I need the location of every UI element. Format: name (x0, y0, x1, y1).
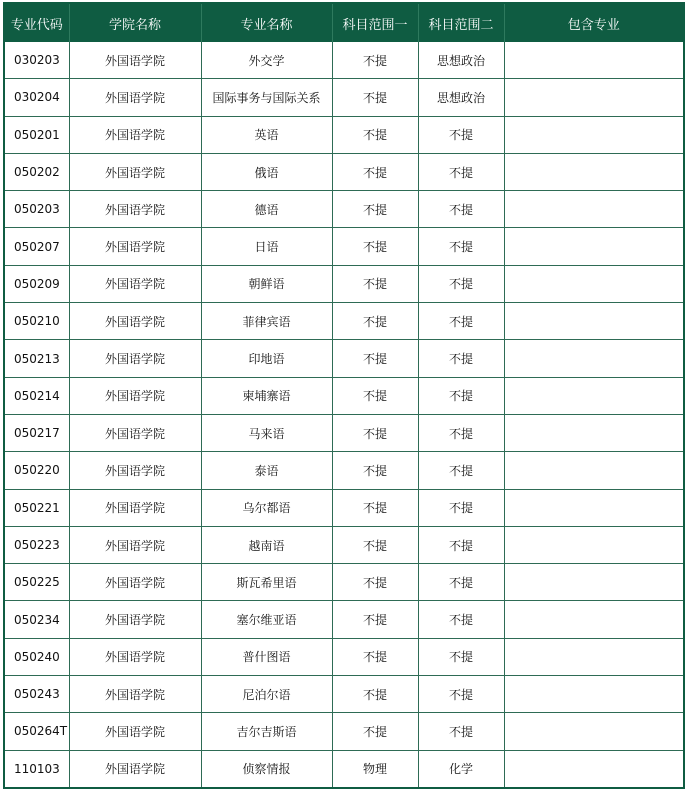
cell-subject-range-2: 不提 (418, 414, 504, 451)
cell-subject-range-1: 不提 (332, 265, 418, 302)
cell-major-code: 050213 (5, 340, 69, 377)
cell-college-name: 外国语学院 (69, 489, 201, 526)
cell-included-majors (504, 676, 683, 713)
header-subject-range-1: 科目范围一 (332, 4, 418, 42)
cell-major-name: 柬埔寨语 (201, 377, 332, 414)
cell-college-name: 外国语学院 (69, 303, 201, 340)
cell-included-majors (504, 377, 683, 414)
header-major-code: 专业代码 (5, 4, 69, 42)
cell-major-code: 050220 (5, 452, 69, 489)
cell-college-name: 外国语学院 (69, 191, 201, 228)
cell-subject-range-2: 思想政治 (418, 79, 504, 116)
cell-included-majors (504, 79, 683, 116)
header-college-name: 学院名称 (69, 4, 201, 42)
cell-major-name: 斯瓦希里语 (201, 564, 332, 601)
cell-major-name: 国际事务与国际关系 (201, 79, 332, 116)
cell-college-name: 外国语学院 (69, 676, 201, 713)
cell-college-name: 外国语学院 (69, 414, 201, 451)
table-row (5, 377, 683, 414)
cell-included-majors (504, 153, 683, 190)
cell-subject-range-1: 不提 (332, 303, 418, 340)
cell-subject-range-1: 不提 (332, 526, 418, 563)
cell-major-code: 050217 (5, 414, 69, 451)
cell-college-name: 外国语学院 (69, 526, 201, 563)
cell-major-name: 泰语 (201, 452, 332, 489)
cell-major-code: 110103 (5, 750, 69, 787)
cell-subject-range-2: 不提 (418, 153, 504, 190)
cell-major-name: 侦察情报 (201, 750, 332, 787)
table-row (5, 153, 683, 190)
cell-college-name: 外国语学院 (69, 452, 201, 489)
cell-major-code: 050234 (5, 601, 69, 638)
cell-included-majors (504, 526, 683, 563)
cell-major-name: 德语 (201, 191, 332, 228)
cell-subject-range-1: 不提 (332, 638, 418, 675)
cell-subject-range-2: 不提 (418, 526, 504, 563)
header-subject-range-2: 科目范围二 (418, 4, 504, 42)
cell-subject-range-2: 不提 (418, 228, 504, 265)
cell-major-name: 印地语 (201, 340, 332, 377)
cell-included-majors (504, 228, 683, 265)
cell-subject-range-2: 不提 (418, 638, 504, 675)
cell-college-name: 外国语学院 (69, 377, 201, 414)
cell-subject-range-1: 物理 (332, 750, 418, 787)
cell-college-name: 外国语学院 (69, 42, 201, 79)
cell-subject-range-1: 不提 (332, 79, 418, 116)
cell-subject-range-1: 不提 (332, 377, 418, 414)
cell-subject-range-1: 不提 (332, 228, 418, 265)
cell-major-code: 050240 (5, 638, 69, 675)
cell-major-name: 塞尔维亚语 (201, 601, 332, 638)
cell-major-code: 050225 (5, 564, 69, 601)
table-row (5, 638, 683, 675)
cell-major-name: 乌尔都语 (201, 489, 332, 526)
cell-major-name: 尼泊尔语 (201, 676, 332, 713)
cell-included-majors (504, 303, 683, 340)
cell-major-name: 越南语 (201, 526, 332, 563)
cell-subject-range-2: 化学 (418, 750, 504, 787)
cell-subject-range-2: 不提 (418, 191, 504, 228)
cell-subject-range-2: 不提 (418, 601, 504, 638)
table-row (5, 713, 683, 750)
cell-included-majors (504, 42, 683, 79)
cell-included-majors (504, 489, 683, 526)
cell-subject-range-1: 不提 (332, 153, 418, 190)
cell-included-majors (504, 713, 683, 750)
table-row (5, 750, 683, 787)
cell-college-name: 外国语学院 (69, 713, 201, 750)
table-row (5, 564, 683, 601)
cell-included-majors (504, 191, 683, 228)
cell-subject-range-1: 不提 (332, 564, 418, 601)
cell-subject-range-1: 不提 (332, 414, 418, 451)
header-included-majors: 包含专业 (504, 4, 683, 42)
cell-major-name: 吉尔吉斯语 (201, 713, 332, 750)
table-body (5, 42, 683, 787)
cell-subject-range-1: 不提 (332, 340, 418, 377)
cell-major-name: 日语 (201, 228, 332, 265)
cell-college-name: 外国语学院 (69, 601, 201, 638)
cell-included-majors (504, 340, 683, 377)
table-row (5, 414, 683, 451)
cell-subject-range-1: 不提 (332, 191, 418, 228)
cell-subject-range-2: 不提 (418, 116, 504, 153)
cell-subject-range-2: 思想政治 (418, 42, 504, 79)
table-row (5, 340, 683, 377)
cell-subject-range-2: 不提 (418, 340, 504, 377)
cell-subject-range-1: 不提 (332, 676, 418, 713)
cell-college-name: 外国语学院 (69, 228, 201, 265)
cell-college-name: 外国语学院 (69, 750, 201, 787)
table-row (5, 191, 683, 228)
cell-subject-range-2: 不提 (418, 564, 504, 601)
cell-major-name: 菲律宾语 (201, 303, 332, 340)
cell-major-code: 030203 (5, 42, 69, 79)
cell-subject-range-2: 不提 (418, 676, 504, 713)
cell-included-majors (504, 116, 683, 153)
table-row (5, 116, 683, 153)
cell-major-name: 朝鲜语 (201, 265, 332, 302)
cell-subject-range-2: 不提 (418, 489, 504, 526)
cell-subject-range-1: 不提 (332, 489, 418, 526)
cell-subject-range-1: 不提 (332, 452, 418, 489)
cell-subject-range-2: 不提 (418, 713, 504, 750)
cell-major-name: 马来语 (201, 414, 332, 451)
cell-major-code: 050202 (5, 153, 69, 190)
table-row (5, 489, 683, 526)
header-major-name: 专业名称 (201, 4, 332, 42)
cell-included-majors (504, 638, 683, 675)
cell-major-code: 050264T (5, 713, 69, 750)
cell-subject-range-2: 不提 (418, 377, 504, 414)
major-table (5, 4, 683, 787)
table-row (5, 601, 683, 638)
cell-major-code: 050223 (5, 526, 69, 563)
cell-major-code: 050203 (5, 191, 69, 228)
cell-subject-range-2: 不提 (418, 303, 504, 340)
cell-college-name: 外国语学院 (69, 638, 201, 675)
cell-subject-range-2: 不提 (418, 265, 504, 302)
cell-college-name: 外国语学院 (69, 340, 201, 377)
cell-major-code: 050209 (5, 265, 69, 302)
cell-subject-range-1: 不提 (332, 116, 418, 153)
cell-major-name: 普什图语 (201, 638, 332, 675)
cell-included-majors (504, 265, 683, 302)
table-row (5, 42, 683, 79)
cell-included-majors (504, 601, 683, 638)
cell-major-code: 050201 (5, 116, 69, 153)
cell-college-name: 外国语学院 (69, 79, 201, 116)
table-row (5, 228, 683, 265)
cell-included-majors (504, 452, 683, 489)
cell-subject-range-2: 不提 (418, 452, 504, 489)
cell-included-majors (504, 750, 683, 787)
cell-college-name: 外国语学院 (69, 265, 201, 302)
table-row (5, 79, 683, 116)
cell-major-code: 050243 (5, 676, 69, 713)
cell-college-name: 外国语学院 (69, 153, 201, 190)
major-table-container (3, 2, 685, 789)
cell-major-code: 030204 (5, 79, 69, 116)
table-row (5, 265, 683, 302)
cell-college-name: 外国语学院 (69, 564, 201, 601)
cell-major-name: 俄语 (201, 153, 332, 190)
cell-included-majors (504, 564, 683, 601)
cell-subject-range-1: 不提 (332, 713, 418, 750)
cell-subject-range-1: 不提 (332, 42, 418, 79)
cell-major-code: 050210 (5, 303, 69, 340)
table-row (5, 452, 683, 489)
table-header-row (5, 4, 683, 42)
cell-subject-range-1: 不提 (332, 601, 418, 638)
cell-major-name: 英语 (201, 116, 332, 153)
table-row (5, 526, 683, 563)
cell-major-code: 050207 (5, 228, 69, 265)
cell-major-code: 050221 (5, 489, 69, 526)
cell-college-name: 外国语学院 (69, 116, 201, 153)
cell-included-majors (504, 414, 683, 451)
table-row (5, 303, 683, 340)
cell-major-name: 外交学 (201, 42, 332, 79)
table-row (5, 676, 683, 713)
cell-major-code: 050214 (5, 377, 69, 414)
